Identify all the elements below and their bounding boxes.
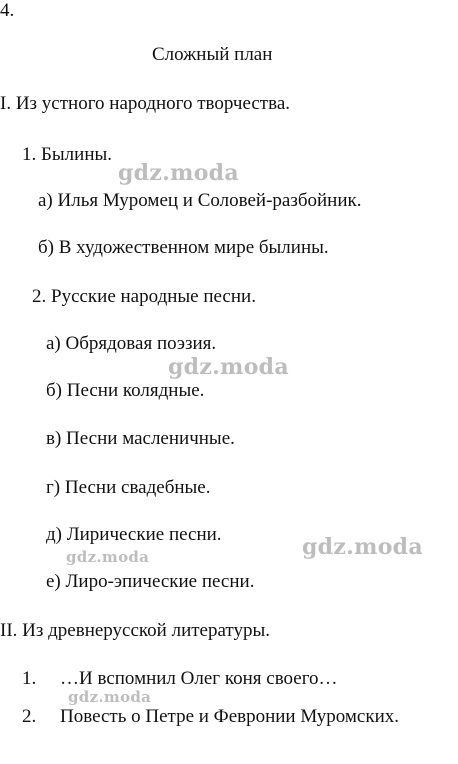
watermark: gdz.moda — [118, 160, 239, 186]
list-item: б) В художественном мире былины. — [38, 237, 329, 258]
numbered-item — [22, 668, 338, 690]
numbered-item — [22, 706, 399, 728]
item-number: 1. — [22, 668, 37, 689]
watermark: gdz.moda — [66, 548, 150, 566]
list-item: г) Песни свадебные. — [46, 477, 211, 498]
item-text: Повесть о Петре и Февронии Муромских. — [60, 706, 400, 727]
watermark: gdz.moda — [302, 534, 423, 560]
list-item: е) Лиро-эпические песни. — [46, 571, 255, 592]
list-item: в) Песни масленичные. — [46, 428, 235, 449]
watermark: gdz.moda — [68, 688, 152, 706]
item-text: …И вспомнил Олег коня своего… — [60, 668, 338, 689]
section-2-heading: II. Из древнерусской литературы. — [0, 620, 270, 641]
subsection-1-heading: 1. Былины. — [22, 144, 113, 165]
subsection-2-heading: 2. Русские народные песни. — [32, 286, 256, 307]
task-number: 4. — [0, 0, 15, 21]
item-number: 2. — [22, 706, 37, 727]
section-1-heading: I. Из устного народного творчества. — [0, 93, 291, 114]
list-item: а) Илья Муромец и Соловей-разбойник. — [38, 190, 362, 211]
watermark: gdz.moda — [168, 354, 289, 380]
list-item: б) Песни колядные. — [46, 380, 205, 401]
page-title: Сложный план — [152, 44, 273, 65]
list-item: а) Обрядовая поэзия. — [46, 333, 217, 354]
list-item: д) Лирические песни. — [46, 524, 222, 545]
